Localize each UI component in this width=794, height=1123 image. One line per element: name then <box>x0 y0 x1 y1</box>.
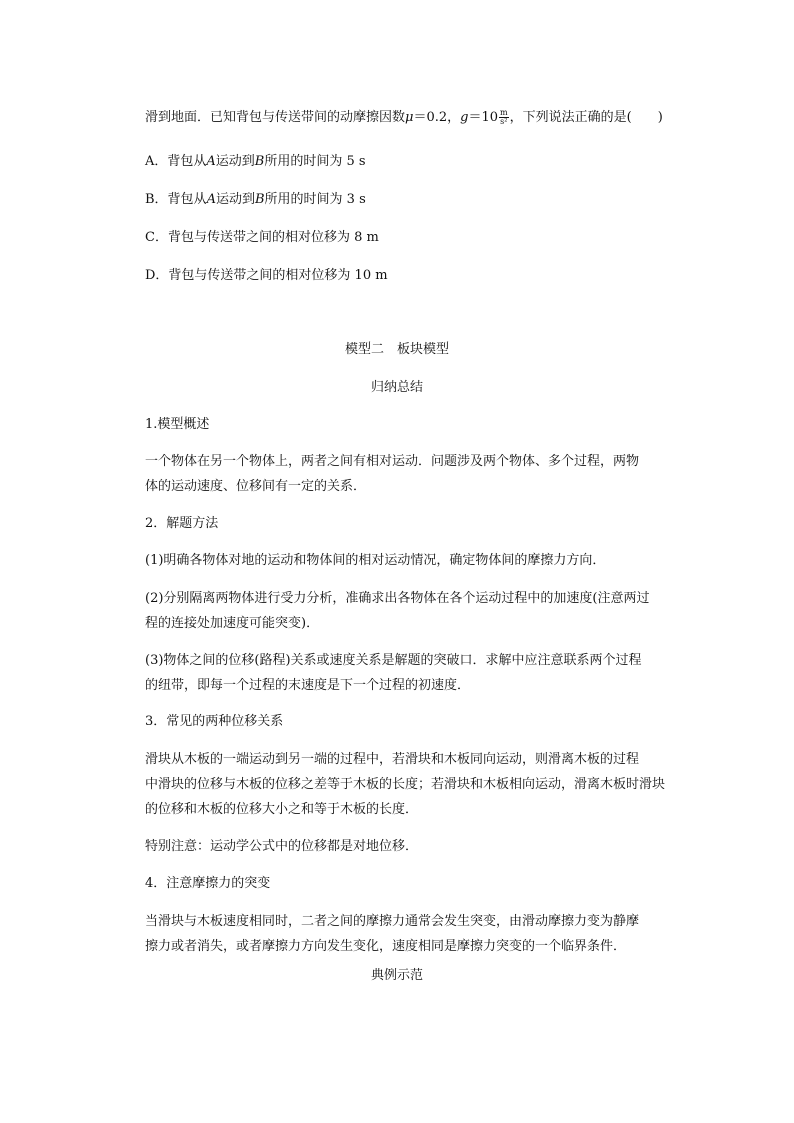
paragraph-5-line-1: 滑块从木板的一端运动到另一端的过程中，若滑块和木板同向运动，则滑离木板的过程 <box>145 752 640 767</box>
section-title: 模型二 板块模型 <box>344 342 449 357</box>
option-a <box>145 154 366 170</box>
unit-fraction <box>499 109 509 126</box>
mu-value: ＝0.2， <box>413 110 461 125</box>
unit-numerator: m <box>500 108 508 117</box>
option-b-point-a: A <box>206 192 216 207</box>
option-b-suffix: 所用的时间为 3 s <box>264 192 366 207</box>
g-value: ＝10 <box>468 110 499 125</box>
option-a-suffix: 所用的时间为 5 s <box>264 154 366 169</box>
paragraph-3-line-1: (2)分别隔离两物体进行受力分析，准确求出各物体在各个运动过程中的加速度(注意两过 <box>145 591 650 606</box>
heading-displacement-relations: 3．常见的两种位移关系 <box>145 714 284 729</box>
mu-symbol: μ <box>405 110 414 125</box>
summary-title: 归纳总结 <box>370 380 423 395</box>
examples-title: 典例示范 <box>370 968 423 983</box>
option-a-prefix: A．背包从 <box>145 154 207 169</box>
heading-friction-change: 4．注意摩擦力的突变 <box>145 876 271 891</box>
option-d: D．背包与传送带之间的相对位移为 10 m <box>145 268 388 283</box>
special-note: 特别注意：运动学公式中的位移都是对地位移． <box>145 839 419 854</box>
paragraph-4-line-1: (3)物体之间的位移(路程)关系或速度关系是解题的突破口．求解中应注意联系两个过程 <box>145 653 642 668</box>
intro-line <box>145 109 663 126</box>
paragraph-5-line-2: 中滑块的位移与木板的位移之差等于木板的长度；若滑块和木板相向运动，滑离木板时滑块 <box>145 777 666 792</box>
option-a-point-a: A <box>206 154 216 169</box>
option-b <box>145 192 366 208</box>
intro-text: 滑到地面．已知背包与传送带间的动摩擦因数 <box>145 110 406 125</box>
paragraph-1-line-1: 一个物体在另一个物体上，两者之间有相对运动．问题涉及两个物体、多个过程，两物 <box>145 454 640 469</box>
paragraph-5-line-3: 的位移和木板的位移大小之和等于木板的长度． <box>145 802 419 817</box>
paragraph-3-line-2: 程的连接处加速度可能突变)． <box>145 616 320 631</box>
option-c: C．背包与传送带之间的相对位移为 8 m <box>145 230 379 245</box>
option-a-mid: 运动到 <box>215 154 255 169</box>
paragraph-2-line-1: (1)明确各物体对地的运动和物体间的相对运动情况，确定物体间的摩擦力方向． <box>145 553 606 568</box>
intro-question: ，下列说法正确的是( ) <box>509 110 663 125</box>
option-b-point-b: B <box>254 192 265 207</box>
g-symbol: g <box>460 110 469 125</box>
heading-solution-method: 2．解题方法 <box>145 516 219 531</box>
paragraph-1-line-2: 体的运动速度、位移间有一定的关系． <box>145 479 367 494</box>
heading-model-overview: 1.模型概述 <box>145 417 210 432</box>
paragraph-6-line-2: 擦力或者消失，或者摩擦力方向发生变化，速度相同是摩擦力突变的一个临界条件． <box>145 939 627 954</box>
option-a-point-b: B <box>254 154 265 169</box>
option-b-mid: 运动到 <box>215 192 255 207</box>
unit-denominator: s² <box>500 117 508 126</box>
option-b-prefix: B．背包从 <box>145 192 207 207</box>
paragraph-6-line-1: 当滑块与木板速度相同时，二者之间的摩擦力通常会发生突变，由滑动摩擦力变为静摩 <box>145 914 640 929</box>
paragraph-4-line-2: 的纽带，即每一个过程的末速度是下一个过程的初速度． <box>145 678 471 693</box>
